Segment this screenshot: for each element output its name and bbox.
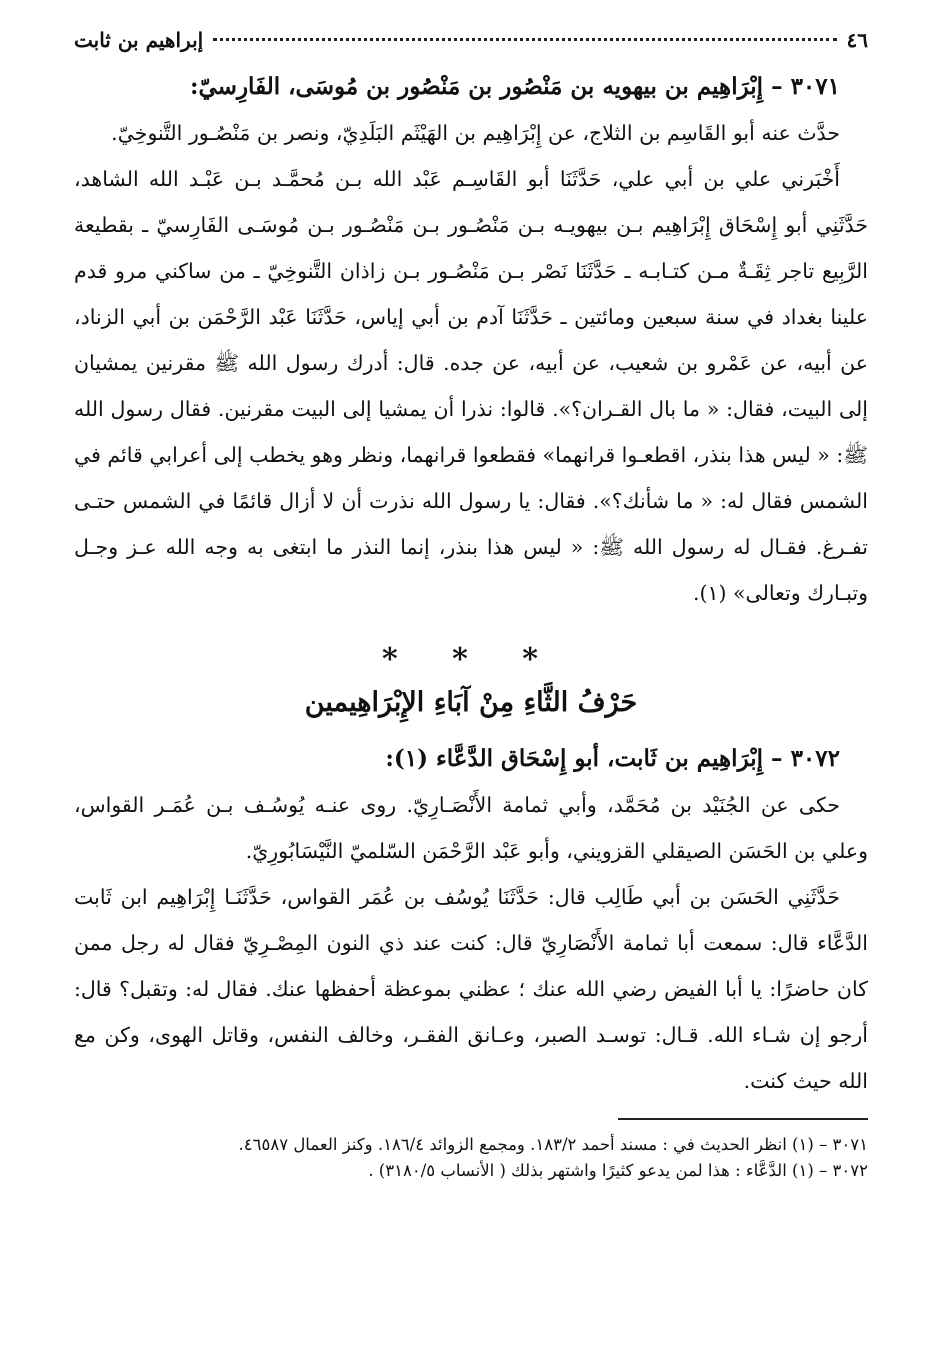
entry-3071-paragraph-1: حدَّث عنه أبو القَاسِم بن الثلاج، عن إِبْرَاهِيم بن الهَيْثَم البَلَدِيّ، ونصر بن مَنْصُـور التَّنوخِيّ. [111, 121, 840, 145]
footnote-3071: ٣٠٧١ – (١) انظر الحديث في : مسند أحمد ١٨٣/٢. ومجمع الزوائد ١٨٦/٤. وكنز العمال ٤٦٥٨٧. [238, 1135, 868, 1154]
chapter-title: حَرْفُ الثَّاءِ مِنْ آبَاءِ الإِبْرَاهِيمين [304, 687, 638, 718]
header-dot-leader [213, 38, 836, 41]
entry-3072-paragraph-2: حَدَّثَنِي الحَسَن بن أبي طَالِب قال: حَدَّثَنَا يُوسُف بن عُمَر القواس، حَدَّثَنَـا إِبْرَاهِيم ابن ثَابت الدَّعَّاء قال: سمعت أبا ثمامة الأَنْصَارِيّ قال: كنت عند ذي النون المِصْـرِيّ فقال له رجل ممن كان حاضرًا: يا أبا الفيض رضي الله عنك ؛ عظني بموعظة أحفظها عنك. فقال له: وتقبل؟ قال: أرجو إن شـاء الله. قـال: توسـد الصبر، وعـانق الفقـر، وخالف النفس، وقاتل الهوى، وكن مع الله حيث كنت. [74, 885, 868, 1093]
entry-3071-paragraph-2: أَخْبَرني علي بن أبي علي، حَدَّثَنَا أبو القَاسِـم عَبْد الله بـن مُحمَّـد بـن عَبْـد الله الشاهد، حَدَّثَنِي أبو إِسْحَاق إِبْرَاهِيم بـن بيهويـه بـن مَنْصُـور بـن مَنْصُـور بـن مُوسَـى الفَارِسيّ ـ بقطيعة الرَّبِيع تاجر ثِقَـةٌ مـن كتـابـه ـ حَدَّثَنَا نَصْر بـن مَنْصُـور بـن زاذان التَّنوخِيّ ـ من ساكني مرو قدم علينا بغداد في سنة سبعين ومائتين ـ حَدَّثَنَا آدم بن أبي إياس، حَدَّثَنَا عَبْد الرَّحْمَن بن أبي الزناد، عن أبيه، عن عَمْرو بن شعيب، عن أبيه، عن جده. قال: أدرك رسول الله ﷺ مقرنين يمشيان إلى البيت، فقال: « ما بال القـران؟». قالوا: نذرا أن يمشيا إلى البيت مقرنين. فقال رسول الله ﷺ: « ليس هذا بنذر، اقطعـوا قرانهما» فقطعوا قرانهما، ونظر وهو يخطب إلى أعرابي قائم في الشمس فقال له: « ما شأنك؟». فقال: يا رسول الله نذرت أن لا أزال قائمًا في الشمس حتـى تفـرغ. فقـال له رسول الله ﷺ: « ليس هذا بنذر، إنما النذر ما ابتغى به وجه الله عـز وجـل وتبـارك وتعالى» (١). [74, 167, 868, 605]
entry-3072-paragraph-1: حكى عن الجُنَيْد بن مُحَمَّد، وأبي ثمامة الأَنْصَـارِيّ. روى عنـه يُوسُـف بـن عُمَـر القواس، وعلي بن الحَسَن الصيقلي القزويني، وأبو عَبْد الرَّحْمَن السّلميّ النَّيْسَابُورِيّ. [74, 793, 868, 863]
running-title: إبراهيم بن ثابت [74, 28, 204, 52]
footnote-3072: ٣٠٧٢ – (١) الدَّعَّاء : هذا لمن يدعو كثيرًا واشتهر بذلك ( الأنساب ٣١٨٠/٥) . [368, 1161, 868, 1180]
entry-heading-3071: ٣٠٧١ – إِبْرَاهِيم بن بيهويه بن مَنْصُور بن مَنْصُور بن مُوسَى، الفَارِسيّ: [190, 73, 840, 100]
footnote-divider [618, 1118, 868, 1120]
page-number: ٤٦ [846, 28, 868, 52]
running-header [74, 28, 868, 58]
entry-heading-3072: ٣٠٧٢ – إِبْرَاهِيم بن ثَابت، أبو إِسْحَاق الدَّعَّاء (١): [385, 745, 840, 772]
section-separator: * * * [382, 642, 560, 677]
